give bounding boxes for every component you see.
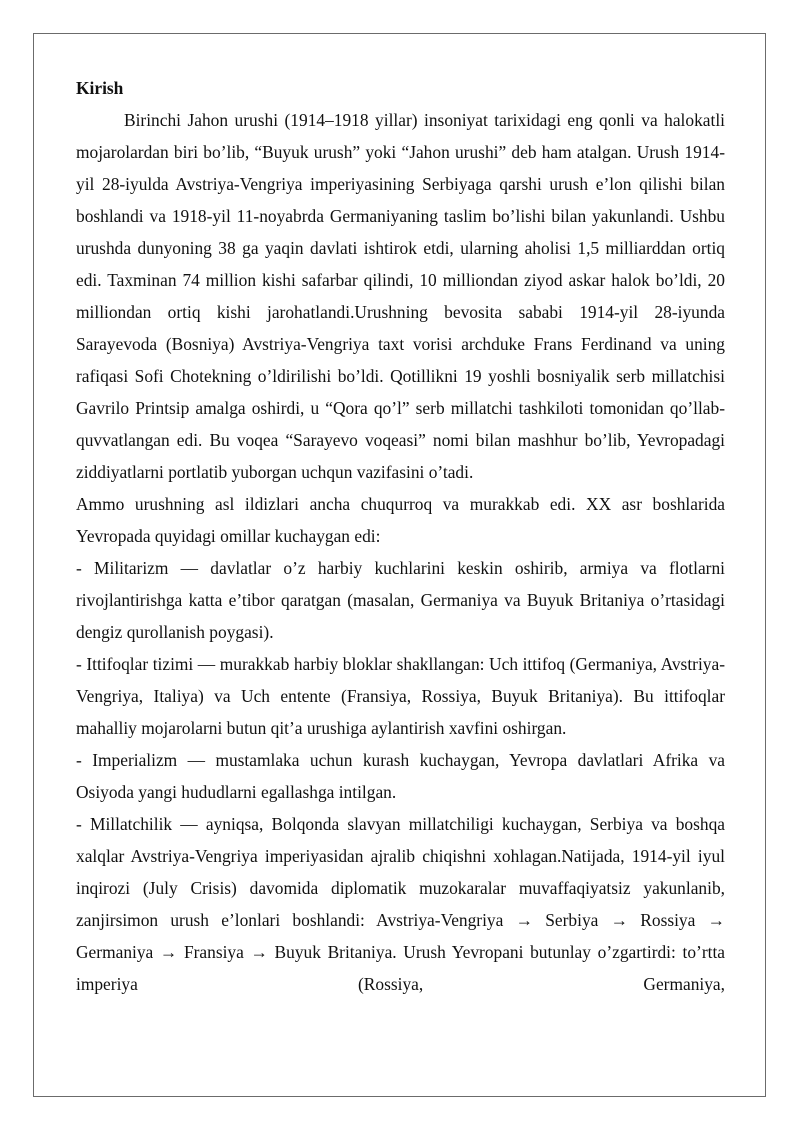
document-body [76,72,725,1000]
paragraph-intro: Birinchi Jahon urushi (1914–1918 yillar) insoniyat tarixidagi eng qonli va halokatli mojarolardan biri bo’lib, “Buyuk urush” yoki “Jahon urushi” deb ham atalgan. Urush 1914-yil 28-iyulda Avstriya-Vengriya imperiyasining Serbiyaga qarshi urush e’lon qilishi bilan boshlandi va 1918-yil 11-noyabrda Germaniyaning taslim bo’lishi bilan yakunlandi. Ushbu urushda dunyoning 38 ga yaqin davlati ishtirok etdi, ularning aholisi 1,5 milliarddan ortiq edi. Taxminan 74 million kishi safarbar qilindi, 10 milliondan ziyod askar halok bo’ldi, 20 milliondan ortiq kishi jarohatlandi.Urushning bevosita sababi 1914-yil 28-iyunda Sarayevoda (Bosniya) Avstriya-Vengriya taxt vorisi archduke Frans Ferdinand va uning rafiqasi Sofi Chotekning o’ldirilishi bo’ldi. Qotillikni 19 yoshli bosniyalik serb millatchisi Gavrilo Printsip amalga oshirdi, u “Qora qo’l” serb millatchi tashkiloti tomonidan qo’llab-quvvatlangan edi. Bu voqea “Sarayevo voqeasi” nomi bilan mashhur bo’lib, Yevropadagi ziddiyatlarni portlatib yuborgan uchqun vazifasini o’tadi. [76,110,725,482]
list-item-alliances: - Ittifoqlar tizimi — murakkab harbiy bloklar shakllangan: Uch ittifoq (Germaniya, Avstriya-Vengriya, Italiya) va Uch entente (Fransiya, Rossiya, Buyuk Britaniya). Bu ittifoqlar mahalliy mojarolarni butun qit’a urushiga aylantirish xavfini oshirgan. [76,654,725,738]
list-item-nationalism: - Millatchilik — ayniqsa, Bolqonda slavyan millatchiligi kuchaygan, Serbiya va boshqa xalqlar Avstriya-Vengriya imperiyasidan ajralib chiqishni xohlagan.Natijada, 1914-yil iyul inqirozi (July Crisis) davomida diplomatik muzokaralar muvaffaqiyatsiz yakunlanib, zanjirsimon urush e’lonlari boshlandi: Avstriya-Vengriya → Serbiya → Rossiya → Germaniya → Fransiya → Buyuk Britaniya. Urush Yevropani butunlay o’zgartirdi: to’rtta imperiya (Rossiya, Germaniya, [76,814,725,994]
list-item-militarism: - Militarizm — davlatlar o’z harbiy kuchlarini keskin oshirib, armiya va flotlarni rivojlantirishga katta e’tibor qaratgan (masalan, Germaniya va Buyuk Britaniya o’rtasidagi dengiz qurollanish poygasi). [76,558,725,642]
list-item-imperialism: - Imperializm — mustamlaka uchun kurash kuchaygan, Yevropa davlatlari Afrika va Osiyoda yangi hududlarni egallashga intilgan. [76,750,725,802]
section-heading: Kirish [76,78,124,98]
paragraph-roots: Ammo urushning asl ildizlari ancha chuqurroq va murakkab edi. XX asr boshlarida Yevropada quyidagi omillar kuchaygan edi: [76,494,725,546]
